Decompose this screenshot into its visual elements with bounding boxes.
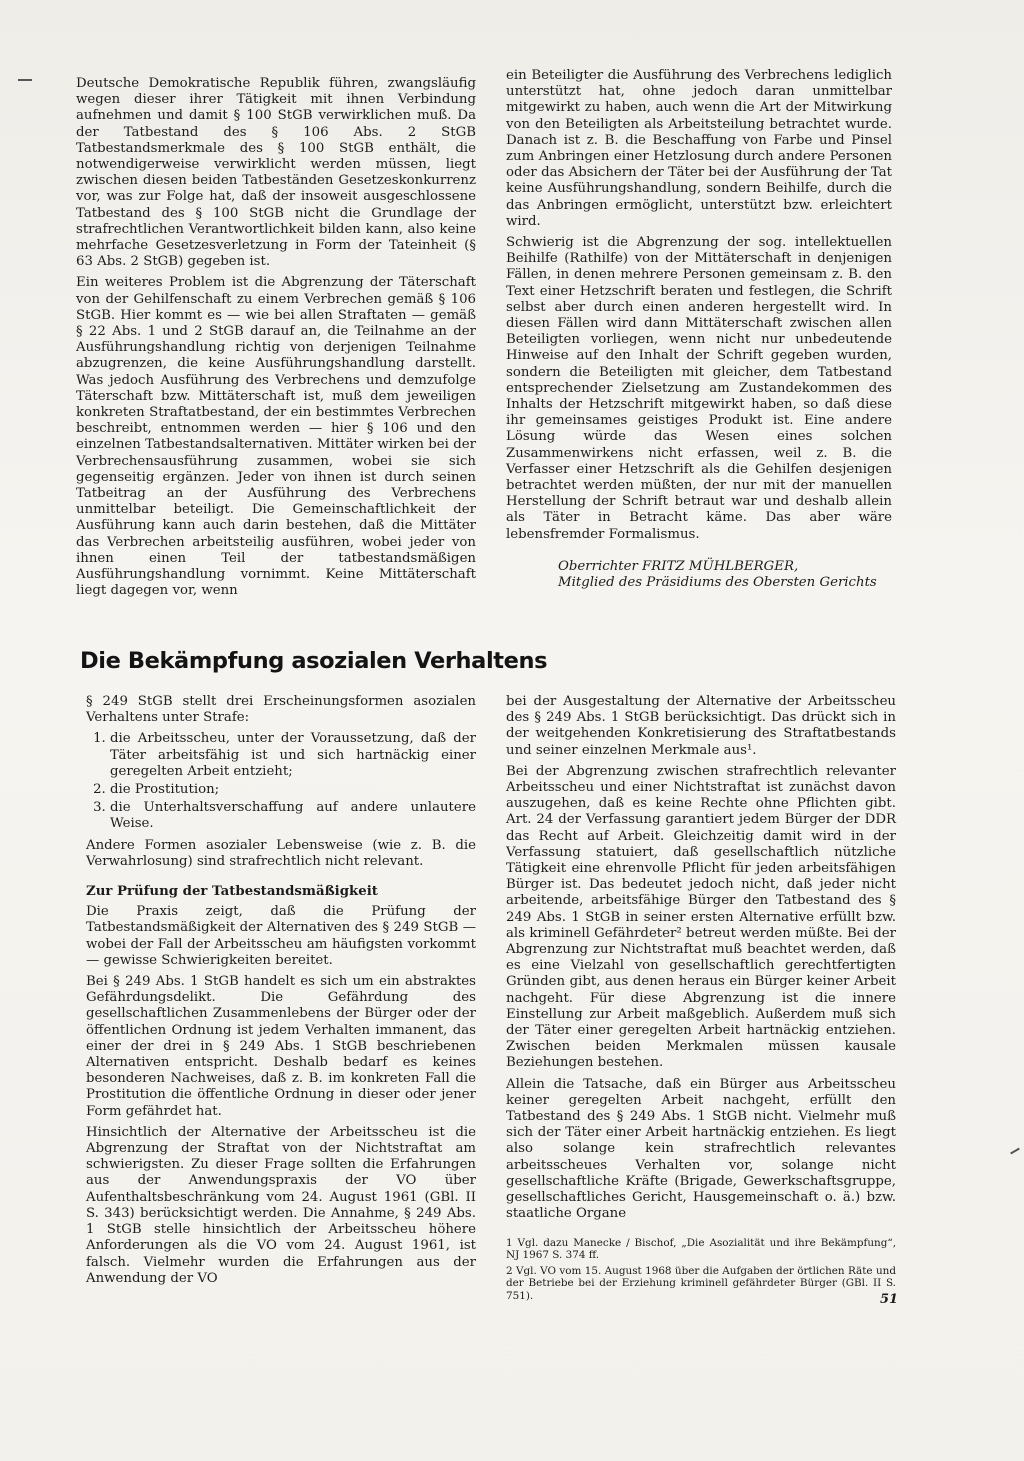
margin-mark — [1010, 1148, 1020, 1155]
list-item: 1. die Arbeitsscheu, unter der Voraussetzung, daß der Täter arbeitsfähig ist und sich hartnäckig einer geregelten Arbeit entzieht; — [110, 731, 476, 780]
paragraph: Schwierig ist die Abgrenzung der sog. intellektuellen Beihilfe (Rathilfe) von der Mittäterschaft in denjenigen Fällen, in denen mehrere Personen gemeinsam z. B. den Text einer Hetzschrift beraten und festlegen, die Schrift selbst aber durch einen anderen hergestellt wird. In diesen Fällen wird dann Mittäterschaft zwischen allen Beteiligten vorliegen, wenn nicht nur unbedeutende Hinweise auf den Inhalt der Schrift gegeben wurden, sondern die Beteiligten mit gleicher, dem Tatbestand entsprechender Zielsetzung am Zustandekommen des Inhalts der Hetzschrift mitgewirkt haben, so daß diese ihr gemeinsames geistiges Produkt ist. Eine andere Lösung würde das Wesen eines solchen Zusammenwirkens nicht erfassen, weil z. B. die Verfasser einer Hetzschrift als die Gehilfen desjenigen betrachtet werden müßten, der nur mit der manuellen Herstellung der Schrift betraut war und deshalb allein als Täter in Betracht käme. Das aber wäre lebensfremder Formalismus. — [506, 235, 892, 542]
page-number: 51 — [880, 1292, 899, 1307]
paragraph: bei der Ausgestaltung der Alternative der Arbeitsscheu des § 249 Abs. 1 StGB berücksichtigt. Das drückt sich in der weitgehenden Konkretisierung des Straftatbestands und seiner einzelnen Merkmale aus¹. — [506, 694, 896, 758]
list-item: 2. die Prostitution; — [110, 782, 476, 798]
paragraph: Ein weiteres Problem ist die Abgrenzung der Täterschaft von der Gehilfenschaft zu einem Verbrechen gemäß § 106 StGB. Hier kommt es — wie bei allen Straftaten — gemäß § 22 Abs. 1 und 2 StGB darauf an, die Teilnahme an der Ausführungshandlung richtig von derjenigen Teilnahme abzugrenzen, die keine Ausführungshandlung darstellt. Was jedoch Ausführung des Verbrechens und demzufolge Täterschaft bzw. Mittäterschaft ist, muß dem jeweiligen konkreten Straftatbestand, der ein bestimmtes Verbrechen beschreibt, entnommen werden — hier § 106 und den einzelnen Tatbestandsalternativen. Mittäter wirken bei der Verbrechensausführung zusammen, wobei sie sich gegenseitig ergänzen. Jeder von ihnen ist durch seinen Tatbeitrag an der Ausführung des Verbrechens unmittelbar beteiligt. Die Gemeinschaftlichkeit der Ausführung kann auch darin bestehen, daß die Mittäter das Verbrechen arbeitsteilig ausführen, wobei jeder von ihnen einen Teil der tatbestandsmäßigen Ausführungshandlung vornimmt. Keine Mittäterschaft liegt dagegen vor, wenn — [76, 275, 476, 599]
footnotes — [506, 1237, 896, 1303]
section-subheading: Zur Prüfung der Tatbestandsmäßigkeit — [86, 884, 378, 900]
footnote: 1 Vgl. dazu Manecke / Bischof, „Die Asozialität und ihre Bekämpfung“, NJ 1967 S. 374 ff. — [506, 1236, 896, 1262]
article-continued-left-column — [76, 76, 476, 605]
author-position: Mitglied des Präsidiums des Obersten Gerichts — [558, 575, 877, 591]
article-left-column — [86, 694, 476, 1292]
list-item: 3. die Unterhaltsverschaffung auf andere unlautere Weise. — [110, 800, 476, 832]
offense-list — [86, 731, 476, 832]
paragraph: Deutsche Demokratische Republik führen, zwangsläufig wegen dieser ihrer Tätigkeit mit ihnen Verbindung aufnehmen und damit § 100 StGB verwirklichen muß. Da der Tatbestand des § 106 Abs. 2 StGB Tatbestandsmerkmale des § 100 StGB enthält, die notwendigerweise verwirklicht werden müssen, liegt zwischen diesen beiden Tatbeständen Gesetzeskonkurrenz vor, was zur Folge hat, daß der insoweit ausgeschlossene Tatbestand des § 100 StGB nicht die Grundlage der strafrechtlichen Verantwortlichkeit bilden kann, also keine mehrfache Gesetzesverletzung in Form der Tateinheit (§ 63 Abs. 2 StGB) gegeben ist. — [76, 76, 476, 270]
article-heading: Die Bekämpfung asozialen Verhaltens — [80, 648, 548, 674]
paragraph: Hinsichtlich der Alternative der Arbeitsscheu ist die Abgrenzung der Straftat von der Nichtstraftat am schwierigsten. Zu dieser Frage sollten die Erfahrungen aus der Anwendungspraxis der VO über Aufenthaltsbeschränkung vom 24. August 1961 (GBl. II S. 343) berücksichtigt werden. Die Annahme, § 249 Abs. 1 StGB stelle hinsichtlich der Arbeitsscheu höhere Anforderungen als die VO vom 24. August 1961, ist falsch. Vielmehr wurden die Erfahrungen aus der Anwendung der VO — [86, 1124, 476, 1286]
paragraph: Die Praxis zeigt, daß die Prüfung der Tatbestandsmäßigkeit der Alternativen des § 249 StGB — wobei der Fall der Arbeitsscheu am häufigsten vorkommt — gewisse Schwierigkeiten bereitet. — [86, 904, 476, 968]
author-name: Oberrichter FRITZ MÜHLBERGER, — [558, 558, 799, 574]
article-continued-right-column — [506, 68, 892, 591]
author-signature — [506, 559, 892, 591]
paragraph: § 249 StGB stellt drei Erscheinungsformen asozialen Verhaltens unter Strafe: — [86, 694, 476, 726]
paragraph: Bei der Abgrenzung zwischen strafrechtlich relevanter Arbeitsscheu und einer Nichtstraftat ist zunächst davon auszugehen, daß es keine Rechte ohne Pflichten gibt. Art. 24 der Verfassung garantiert jedem Bürger der DDR das Recht auf Arbeit. Gleichzeitig damit wird in der Verfassung statuiert, daß gesellschaftlich nützliche Tätigkeit eine ehrenvolle Pflicht für jeden arbeitsfähigen Bürger ist. Das bedeutet jedoch nicht, daß jeder nicht arbeitende, arbeitsfähige Bürger den Tatbestand des § 249 Abs. 1 StGB in seiner ersten Alternative erfüllt bzw. als kriminell Gefährdeter² betreut werden müßte. Bei der Abgrenzung zur Nichtstraftat muß beachtet werden, daß es eine Vielzahl von gesellschaftlich gerechtfertigten Gründen gibt, aus denen heraus ein Bürger keiner Arbeit nachgeht. Für diese Abgrenzung ist die innere Einstellung zur Arbeit maßgeblich. Außerdem muß sich der Täter einer geregelten Arbeit hartnäckig entziehen. Zwischen beiden Merkmalen müssen kausale Beziehungen bestehen. — [506, 763, 896, 1071]
paragraph: Andere Formen asozialer Lebensweise (wie z. B. die Verwahrlosung) sind strafrechtlich nicht relevant. — [86, 837, 476, 869]
article-right-column — [506, 694, 899, 1307]
margin-mark — [18, 79, 32, 81]
paragraph: Allein die Tatsache, daß ein Bürger aus Arbeitsscheu keiner geregelten Arbeit nachgeht, erfüllt den Tatbestand des § 249 Abs. 1 StGB nicht. Vielmehr muß sich der Täter einer Arbeit hartnäckig entziehen. Es liegt also solange kein strafrechtlich relevantes arbeitsscheues Verhalten vor, solange nicht gesellschaftliche Kräfte (Brigade, Gewerkschaftsgruppe, gesellschaftliches Gericht, Hausgemeinschaft o. ä.) bzw. staatliche Organe — [506, 1076, 896, 1222]
footnote: 2 Vgl. VO vom 15. August 1968 über die Aufgaben der örtlichen Räte und der Betriebe bei der Erziehung kriminell gefährdeter Bürger (GBl. II S. 751). — [506, 1264, 896, 1302]
paragraph: Bei § 249 Abs. 1 StGB handelt es sich um ein abstraktes Gefährdungsdelikt. Die Gefährdung des gesellschaftlichen Zusammenlebens der Bürger oder der öffentlichen Ordnung ist jedem Verhalten immanent, das einer der drei in § 249 Abs. 1 StGB beschriebenen Alternativen entspricht. Deshalb bedarf es keines besonderen Nachweises, daß z. B. im konkreten Fall die Prostitution die öffentliche Ordnung in dieser oder jener Form gefährdet hat. — [86, 974, 476, 1119]
paragraph: ein Beteiligter die Ausführung des Verbrechens lediglich unterstützt hat, ohne jedoch daran unmittelbar mitgewirkt zu haben, auch wenn die Art der Mitwirkung von den Beteiligten als Arbeitsteilung betrachtet wurde. Danach ist z. B. die Beschaffung von Farbe und Pinsel zum Anbringen einer Hetzlosung durch andere Personen oder das Absichern der Täter bei der Ausführung der Tat keine Ausführungshandlung, sondern Beihilfe, durch die das Anbringen ermöglicht, unterstützt bzw. erleichtert wird. — [506, 68, 892, 229]
